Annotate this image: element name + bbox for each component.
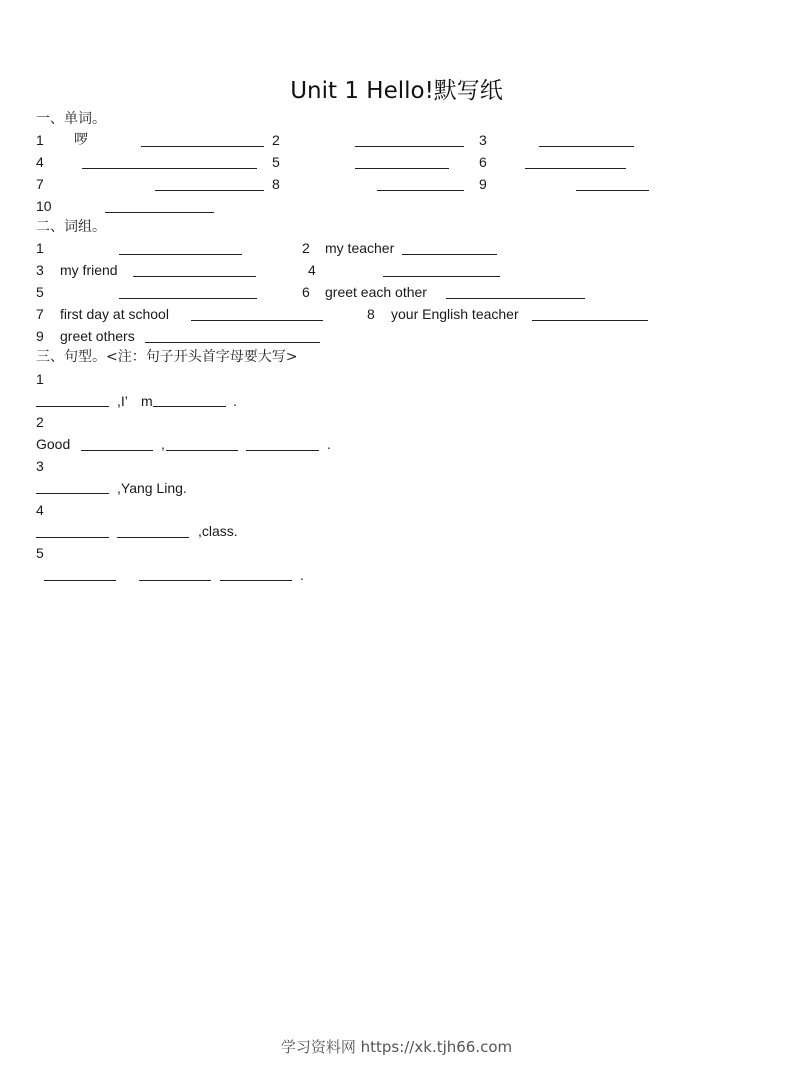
word-number-4: 4 <box>36 154 44 170</box>
sentence1-blank-a[interactable] <box>36 406 109 407</box>
section-heading-phrases: 二、词组。 <box>36 219 106 235</box>
sentence1-period: . <box>233 393 237 409</box>
word-answer-blank-5[interactable] <box>355 168 449 169</box>
sentence-number-3: 3 <box>36 458 44 474</box>
phrase-prompt-2: my teacher <box>325 240 395 256</box>
sentence5-blank-b[interactable] <box>139 580 211 581</box>
sentence1-text-im: ,I’ <box>117 393 128 409</box>
sentence2-period: . <box>327 436 331 452</box>
phrase-number-8: 8 <box>367 306 375 322</box>
word-number-8: 8 <box>272 176 280 192</box>
word-answer-blank-8[interactable] <box>377 190 464 191</box>
phrase-answer-blank-8[interactable] <box>532 320 648 321</box>
word-answer-blank-7[interactable] <box>155 190 264 191</box>
phrase-answer-blank-2[interactable] <box>402 254 497 255</box>
phrase-number-7: 7 <box>36 306 44 322</box>
footer-watermark: 学习资料网 https://xk.tjh66.com <box>280 1038 513 1056</box>
word-answer-blank-3[interactable] <box>539 146 634 147</box>
sentence1-text-m: m <box>141 393 153 409</box>
word-number-2: 2 <box>272 132 280 148</box>
sentence3-text-yangling: ,Yang Ling. <box>117 480 187 496</box>
sentence2-comma: , <box>161 436 165 452</box>
sentence2-text-good: Good <box>36 436 71 452</box>
phrase-number-6: 6 <box>302 284 310 300</box>
sentence2-blank-b[interactable] <box>166 450 238 451</box>
sentence-number-1: 1 <box>36 371 44 387</box>
sentence4-blank-a[interactable] <box>36 537 109 538</box>
section-heading-words: 一、单词。 <box>36 111 106 127</box>
word-number-5: 5 <box>272 154 280 170</box>
sentence-number-4: 4 <box>36 502 44 518</box>
sentence5-blank-c[interactable] <box>220 580 292 581</box>
word-number-6: 6 <box>479 154 487 170</box>
phrase-number-9: 9 <box>36 328 44 344</box>
phrase-answer-blank-1[interactable] <box>119 254 242 255</box>
word-answer-blank-4[interactable] <box>82 168 257 169</box>
word-answer-blank-1[interactable] <box>141 146 264 147</box>
phrase-answer-blank-6[interactable] <box>446 298 585 299</box>
word-number-10: 10 <box>36 198 52 214</box>
word-prompt-1: 啰 <box>74 132 88 148</box>
sentence4-blank-b[interactable] <box>117 537 189 538</box>
phrase-number-5: 5 <box>36 284 44 300</box>
sentence3-blank-a[interactable] <box>36 493 109 494</box>
sentence5-period: . <box>300 567 304 583</box>
word-number-1: 1 <box>36 132 44 148</box>
phrase-answer-blank-9[interactable] <box>145 342 320 343</box>
phrase-prompt-3: my friend <box>60 262 118 278</box>
sentence4-text-class: ,class. <box>198 523 238 539</box>
phrase-number-4: 4 <box>308 262 316 278</box>
sentence2-blank-a[interactable] <box>81 450 153 451</box>
phrase-number-2: 2 <box>302 240 310 256</box>
phrase-answer-blank-5[interactable] <box>119 298 257 299</box>
word-answer-blank-10[interactable] <box>105 212 214 213</box>
sentence5-blank-a[interactable] <box>44 580 116 581</box>
phrase-answer-blank-7[interactable] <box>191 320 323 321</box>
phrase-number-1: 1 <box>36 240 44 256</box>
phrase-prompt-9: greet others <box>60 328 135 344</box>
phrase-answer-blank-4[interactable] <box>383 276 500 277</box>
word-number-9: 9 <box>479 176 487 192</box>
sentence2-blank-c[interactable] <box>246 450 319 451</box>
word-answer-blank-6[interactable] <box>525 168 626 169</box>
word-answer-blank-9[interactable] <box>576 190 649 191</box>
section-heading-sentences: 三、句型。<注：句子开头首字母要大写> <box>36 349 298 365</box>
word-number-7: 7 <box>36 176 44 192</box>
sentence1-blank-b[interactable] <box>153 406 226 407</box>
sentence-number-5: 5 <box>36 545 44 561</box>
phrase-prompt-8: your English teacher <box>391 306 519 322</box>
word-answer-blank-2[interactable] <box>355 146 464 147</box>
phrase-number-3: 3 <box>36 262 44 278</box>
phrase-prompt-6: greet each other <box>325 284 427 300</box>
phrase-answer-blank-3[interactable] <box>133 276 256 277</box>
sentence-number-2: 2 <box>36 414 44 430</box>
phrase-prompt-7: first day at school <box>60 306 169 322</box>
word-number-3: 3 <box>479 132 487 148</box>
page-title: Unit 1 Hello!默写纸 <box>290 78 503 104</box>
